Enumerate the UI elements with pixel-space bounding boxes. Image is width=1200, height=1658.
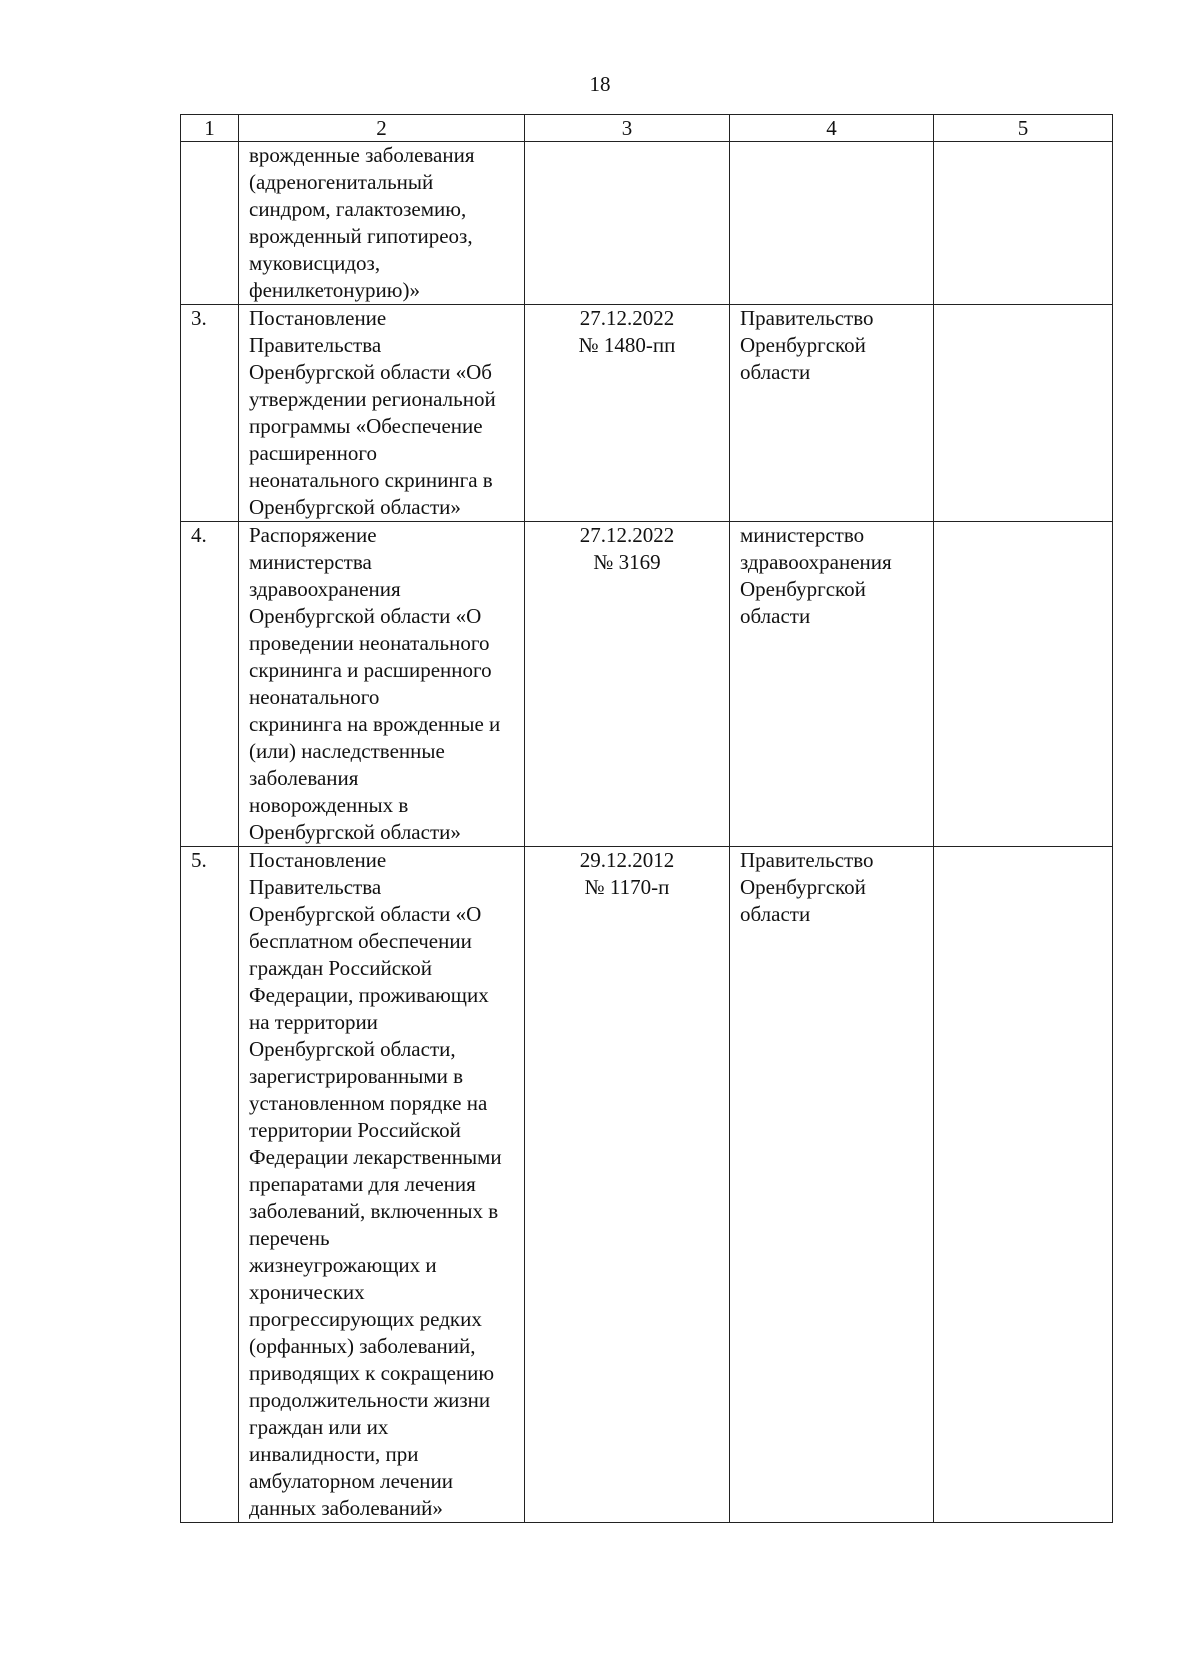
issuing-authority-line: Правительство: [740, 848, 874, 872]
document-name-line: жизнеугрожающих и: [249, 1253, 437, 1277]
document-date-line: 27.12.2022: [579, 523, 675, 547]
table-row: [181, 522, 1113, 847]
issuing-authority-line: области: [740, 902, 811, 926]
document-name: [239, 305, 525, 522]
document-name-line: зарегистрированными в: [249, 1064, 464, 1088]
document-name-line: Правительства: [249, 333, 382, 357]
note-cell: [934, 142, 1113, 305]
note-cell: [934, 522, 1113, 847]
column-header-5: 5: [934, 115, 1113, 142]
document-name-line: (адреногенитальный: [249, 170, 434, 194]
document-name-line: скрининга на врожденные и: [249, 712, 501, 736]
document-name-line: бесплатном обеспечении: [249, 929, 472, 953]
issuing-authority-line: Правительство: [740, 306, 874, 330]
document-name-line: Федерации лекарственными: [249, 1145, 502, 1169]
document-name-line: заболеваний, включенных в: [249, 1199, 499, 1223]
document-name-line: продолжительности жизни: [249, 1388, 491, 1412]
documents-table: [180, 114, 1113, 1523]
document-name-line: Оренбургской области»: [249, 820, 461, 844]
document-name-line: установленном порядке на: [249, 1091, 488, 1115]
document-name-line: на территории: [249, 1010, 378, 1034]
document-name-line: неонатального: [249, 685, 380, 709]
document-name-line: (или) наследственные: [249, 739, 445, 763]
issuing-authority-line: Оренбургской: [740, 577, 866, 601]
issuing-authority: [730, 522, 934, 847]
document-name-line: амбулаторном лечении: [249, 1469, 453, 1493]
document-name-line: министерства: [249, 550, 372, 574]
document-name: [239, 522, 525, 847]
issuing-authority: [730, 305, 934, 522]
document-name-line: неонатального скрининга в: [249, 468, 493, 492]
document-name-line: расширенного: [249, 441, 377, 465]
document-name-line: утверждении региональной: [249, 387, 496, 411]
issuing-authority-line: здравоохранения: [740, 550, 892, 574]
document-name-line: граждан или их: [249, 1415, 389, 1439]
issuing-authority-line: области: [740, 604, 811, 628]
document-name-line: здравоохранения: [249, 577, 401, 601]
page-number: 18: [589, 72, 611, 96]
document-name-line: приводящих к сокращению: [249, 1361, 495, 1385]
table-row: [181, 305, 1113, 522]
document-name-line: Распоряжение: [249, 523, 377, 547]
document-name-line: Оренбургской области,: [249, 1037, 456, 1061]
document-name-line: Постановление: [249, 306, 387, 330]
document-date-number: [525, 847, 730, 1523]
document-date-line: № 1480-пп: [578, 333, 676, 357]
document-name-line: муковисцидоз,: [249, 251, 381, 275]
document-name-line: (орфанных) заболеваний,: [249, 1334, 476, 1358]
issuing-authority: [730, 847, 934, 1523]
document-name-line: врожденные заболевания: [249, 143, 475, 167]
document-name-line: хронических: [249, 1280, 365, 1304]
table-row: [181, 847, 1113, 1523]
document-name-line: проведении неонатального: [249, 631, 490, 655]
document-name-line: фенилкетонурию)»: [249, 278, 420, 302]
document-name-line: Оренбургской области «О: [249, 604, 482, 628]
document-name-line: Федерации, проживающих: [249, 983, 489, 1007]
document-name-line: скрининга и расширенного: [249, 658, 492, 682]
document-name-line: заболевания: [249, 766, 359, 790]
document-name-line: территории Российской: [249, 1118, 461, 1142]
row-number: 4.: [181, 522, 239, 847]
document-date-line: 27.12.2022: [579, 306, 675, 330]
row-number: 5.: [181, 847, 239, 1523]
document-name-line: Оренбургской области «О: [249, 902, 482, 926]
column-header-1: 1: [181, 115, 239, 142]
document-name: [239, 142, 525, 305]
document-name: [239, 847, 525, 1523]
row-number: [181, 142, 239, 305]
document-name-line: препаратами для лечения: [249, 1172, 476, 1196]
document-name-line: новорожденных в: [249, 793, 409, 817]
document-name-line: Постановление: [249, 848, 387, 872]
document-name-line: Правительства: [249, 875, 382, 899]
issuing-authority-line: области: [740, 360, 811, 384]
document-date-line: 29.12.2012: [579, 848, 675, 872]
issuing-authority-line: Оренбургской: [740, 333, 866, 357]
document-name-line: данных заболеваний»: [249, 1496, 443, 1520]
issuing-authority-line: Оренбургской: [740, 875, 866, 899]
document-name-line: программы «Обеспечение: [249, 414, 483, 438]
document-name-line: граждан Российской: [249, 956, 432, 980]
note-cell: [934, 305, 1113, 522]
column-header-3: 3: [525, 115, 730, 142]
column-header-2: 2: [239, 115, 525, 142]
row-number: 3.: [181, 305, 239, 522]
issuing-authority: [730, 142, 934, 305]
document-date-number: [525, 142, 730, 305]
document-name-line: врожденный гипотиреоз,: [249, 224, 473, 248]
column-header-4: 4: [730, 115, 934, 142]
document-name-line: перечень: [249, 1226, 330, 1250]
document-name-line: синдром, галактоземию,: [249, 197, 467, 221]
issuing-authority-line: министерство: [740, 523, 865, 547]
document-date-number: [525, 522, 730, 847]
document-name-line: Оренбургской области «Об: [249, 360, 492, 384]
column-number-row: [181, 115, 1113, 142]
document-name-line: прогрессирующих редких: [249, 1307, 482, 1331]
note-cell: [934, 847, 1113, 1523]
document-date-line: № 1170-п: [584, 875, 670, 899]
document-date-number: [525, 305, 730, 522]
document-date-line: № 3169: [593, 550, 661, 574]
table-row: [181, 142, 1113, 305]
document-name-line: Оренбургской области»: [249, 495, 461, 519]
document-name-line: инвалидности, при: [249, 1442, 419, 1466]
